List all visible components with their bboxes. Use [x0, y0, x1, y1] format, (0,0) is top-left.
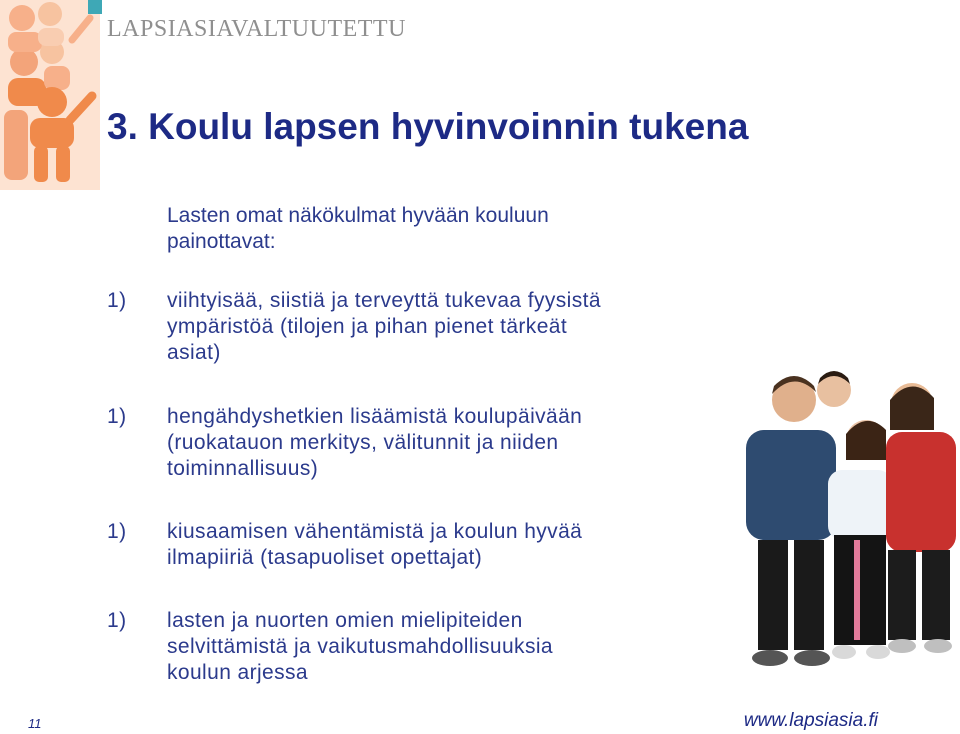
- list-item-line: toiminnallisuus): [167, 457, 319, 480]
- list-item-line: kiusaamisen vähentämistä ja koulun hyvää: [167, 520, 583, 543]
- list-item-line: hengähdyshetkien lisäämistä koulupäivään: [167, 405, 583, 428]
- website-link[interactable]: www.lapsiasia.fi: [743, 710, 878, 731]
- intro-line-1: Lasten omat näkökulmat hyvään kouluun: [167, 204, 549, 227]
- children-photo: [736, 370, 960, 688]
- slide-title: 3. Koulu lapsen hyvinvoinnin tukena: [107, 106, 749, 147]
- logo-accent-square: [88, 0, 102, 14]
- intro-text: [167, 203, 727, 255]
- list-item-line: asiat): [167, 341, 221, 364]
- list-item-number: 1): [107, 520, 127, 543]
- list-item-line: lasten ja nuorten omien mielipiteiden: [167, 609, 523, 632]
- intro-line-2: painottavat:: [167, 230, 276, 253]
- list-item-number: 1): [107, 405, 127, 428]
- list-item-line: selvittämistä ja vaikutusmahdollisuuksia: [167, 635, 553, 658]
- page-number: 11: [28, 716, 42, 731]
- list-item-line: (ruokatauon merkitys, välitunnit ja niiden: [167, 431, 559, 454]
- list-item-line: koulun arjessa: [167, 661, 309, 684]
- list-item-number: 1): [107, 609, 127, 632]
- list-item-line: ympäristöä (tilojen ja pihan pienet tärkeät: [167, 315, 568, 338]
- logo-figures-icon: [0, 0, 100, 190]
- list-item-line: viihtyisää, siistiä ja terveyttä tukevaa fyysistä: [167, 289, 601, 312]
- list-item-line: ilmapiiriä (tasapuoliset opettajat): [167, 546, 483, 569]
- list-item-number: 1): [107, 289, 127, 312]
- org-name: LAPSIASIAVALTUUTETTU: [107, 16, 406, 42]
